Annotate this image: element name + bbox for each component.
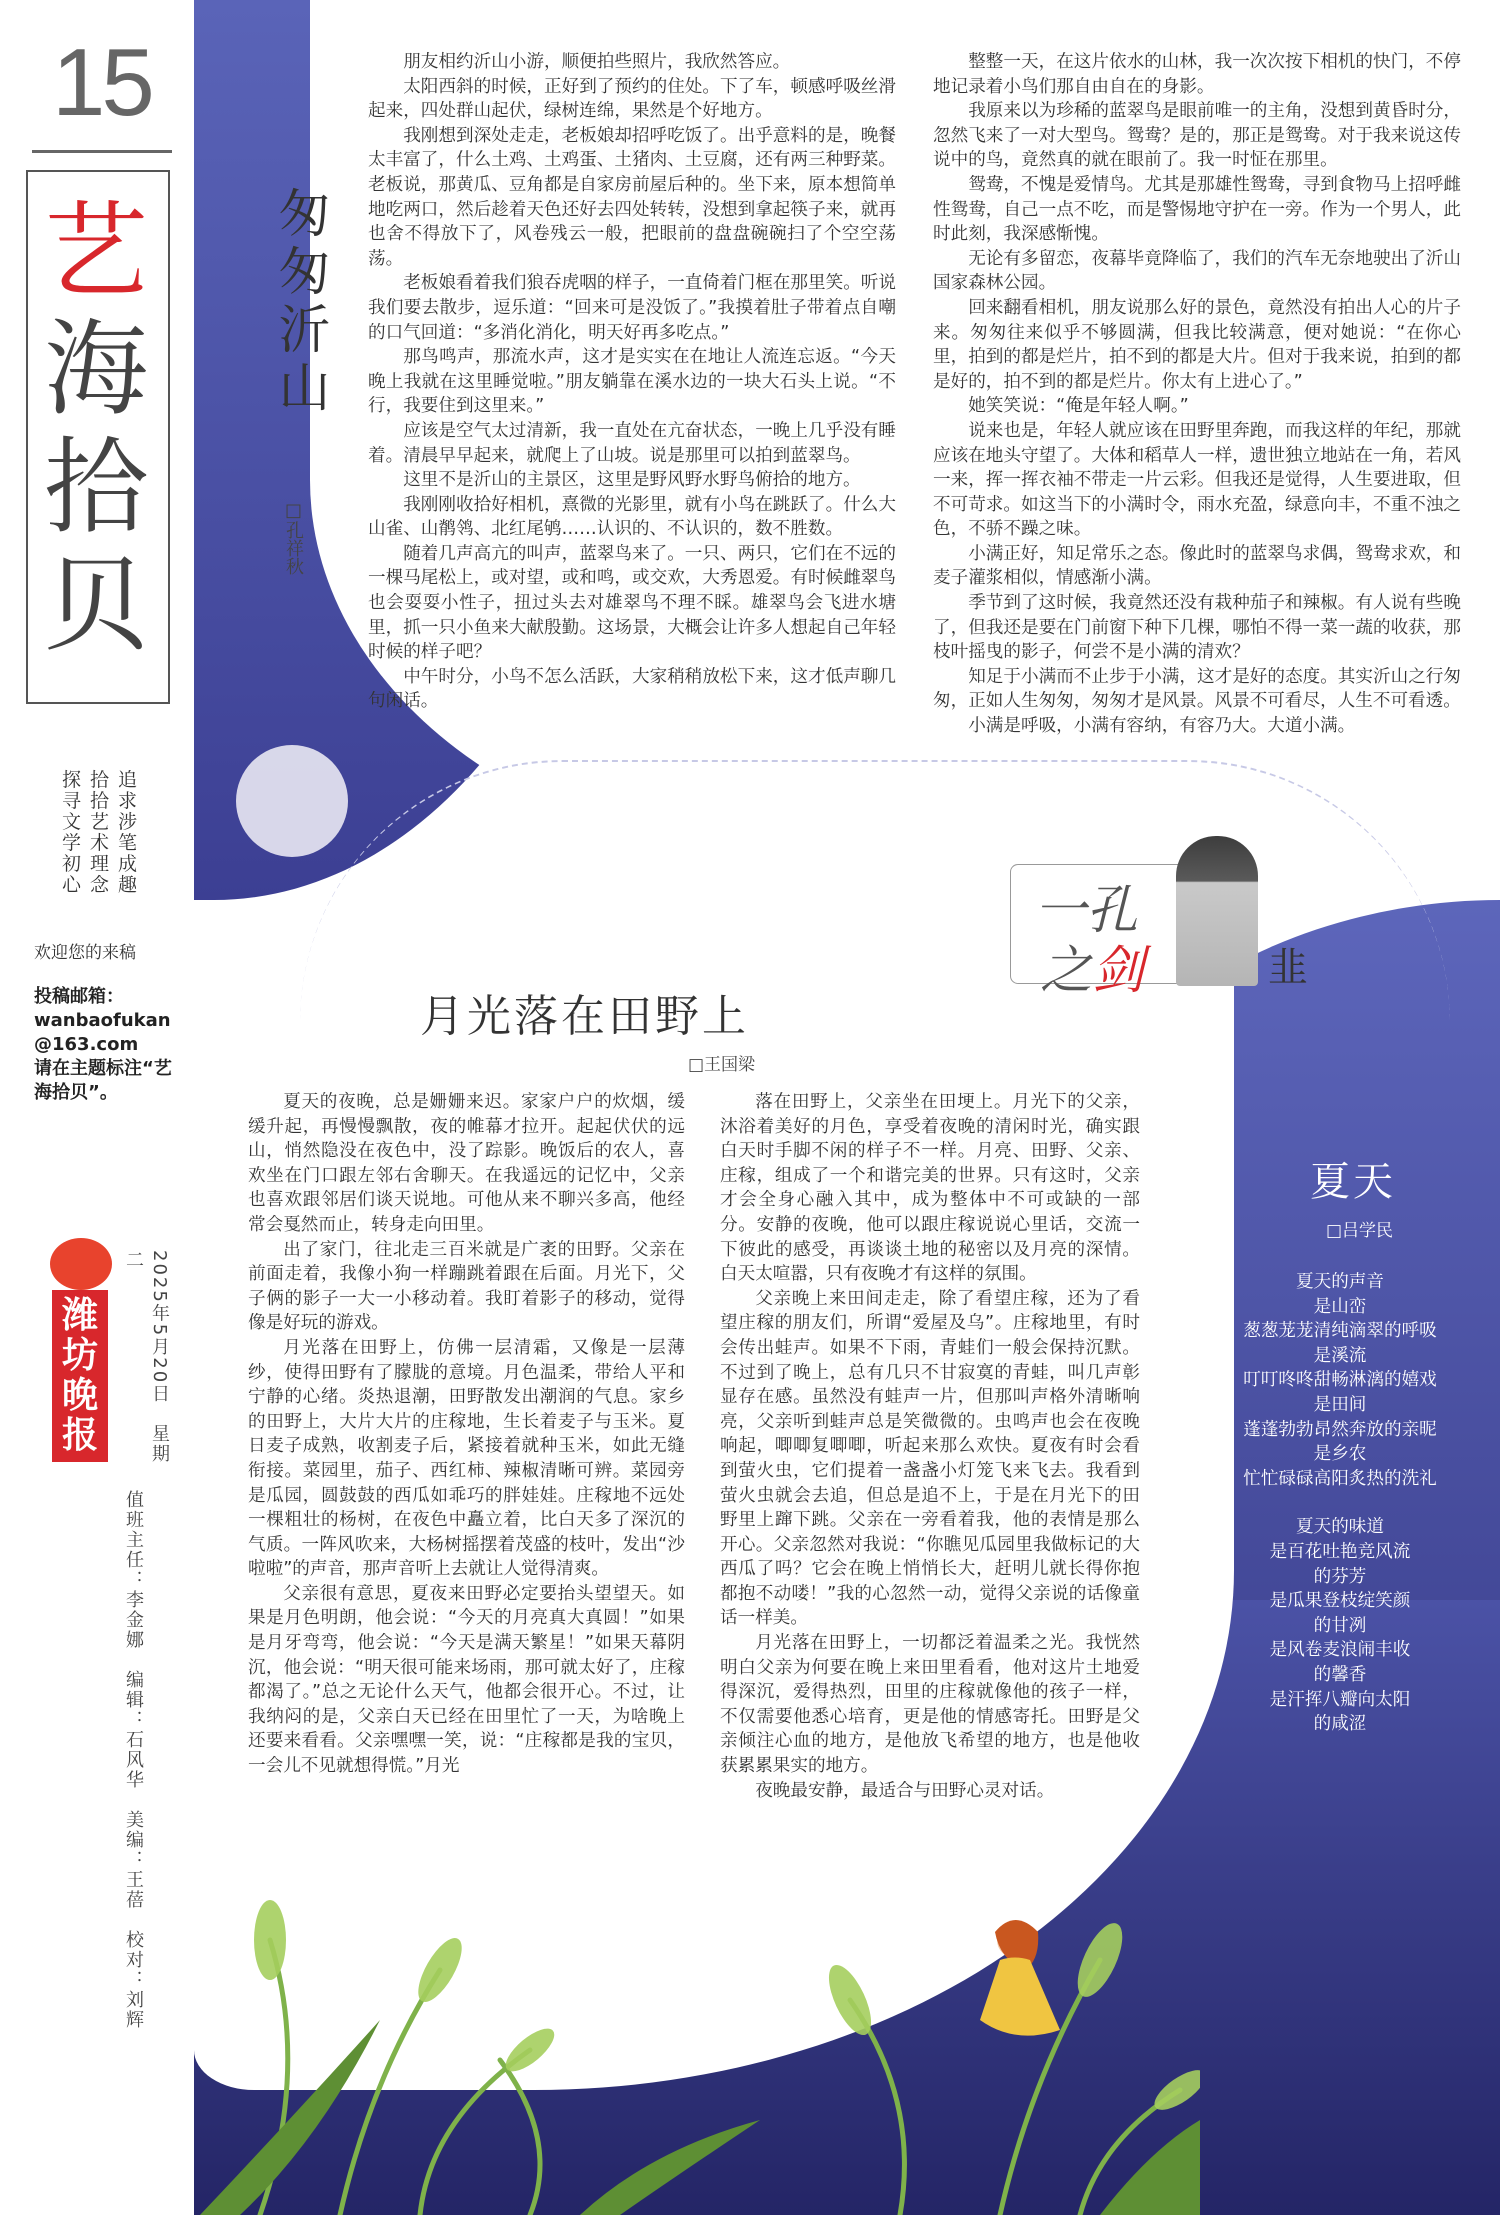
contact-info <box>34 985 184 1105</box>
slogan-line: 探寻文学初心 <box>62 769 82 896</box>
staff-credits: 值班主任：李金娜 编辑：石风华 美编：王蓓 校对：刘辉 <box>123 1490 144 2030</box>
paragraph: 朋友相约沂山小游，顺便拍些照片，我欣然答应。 <box>403 52 791 72</box>
poem-line: 夏天的声音 <box>1296 1272 1384 1292</box>
paragraph: 整整一天，在这片依水的山林，我一次次按下相机的快门，不停地记录着小鸟们那自由自在的身影。 <box>933 52 1461 97</box>
author-portrait <box>1176 836 1258 986</box>
poem-line: 是百花吐艳竞风流 <box>1269 1541 1411 1562</box>
article-body <box>368 50 896 714</box>
welcome-text: 欢迎您的来稿 <box>34 943 136 963</box>
column-badge-title: 之剑 <box>1040 941 1145 1001</box>
column-title-char: 艺 <box>43 190 148 312</box>
paragraph: 回来翻看相机，朋友说那么好的景色，竟然没有拍出人心的片子来。匆匆往来似乎不够圆满，但我比较满意，便对她说：“在你心里，拍到的都是烂片，拍不到的都是大片。但对于我来说，拍到的都是好的，拍不到的都是烂片。你太有上进心了。” <box>933 297 1461 392</box>
paragraph: 太阳西斜的时候，正好到了预约的住处。下了车，顿感呼吸丝滑起来，四处群山起伏，绿树连绵，果然是个好地方。 <box>368 76 896 122</box>
column-title-char: 贝 <box>43 544 148 666</box>
poem-line: 的馨香 <box>1313 1664 1367 1685</box>
column-title <box>36 192 156 664</box>
stanza-gap <box>1205 1491 1475 1515</box>
contact-label: 投稿邮箱： <box>34 986 124 1007</box>
poem-author: □吕学民 <box>1326 1221 1394 1241</box>
moon-icon <box>236 745 348 857</box>
poem-line: 是汗挥八瓣向太阳 <box>1269 1689 1411 1710</box>
paragraph: 小满正好，知足常乐之态。像此时的蓝翠鸟求偶，鸳鸯求欢，和麦子灌浆相似，情感渐小满。 <box>933 543 1461 589</box>
paragraph: 鸳鸯，不愧是爱情鸟。尤其是那雄性鸳鸯，寻到食物马上招呼雌性鸳鸯，自己一点不吃，而是警惕地守护在一旁。作为一个男人，此时此刻，我深感惭愧。 <box>933 174 1461 245</box>
paragraph: 她笑笑说：“俺是年轻人啊。” <box>968 396 1189 417</box>
poem-body <box>1205 1270 1475 1737</box>
poem-line: 是乡农 <box>1313 1444 1367 1465</box>
article-body <box>720 1090 1140 1803</box>
column-title-char: 海 <box>43 308 148 430</box>
author-signature: 韭 <box>1268 945 1308 991</box>
paper-logo-icon <box>50 1238 112 1290</box>
paragraph: 小满是呼吸，小满有容纳，有容乃大。大道小满。 <box>968 716 1356 737</box>
poem-line: 忙忙碌碌高阳炙热的洗礼 <box>1243 1468 1437 1489</box>
paragraph: 父亲很有意思，夏夜来田野必定要抬头望望天。如果是月色明朗，他会说：“今天的月亮真大真圆！”如果是月牙弯弯，他会说：“今天是满天繁星！”如果天幕阴沉，他会说：“明天很可能来场雨，那可就太好了，庄稼都渴了。”总之无论什么天气，他都会很开心。不过，让我纳闷的是，父亲白天已经在田里忙了一天，为啥晚上还要来看看。父亲嘿嘿一笑，说：“庄稼都是我的宝贝，一会儿不见就想得慌。”月光 <box>248 1583 685 1777</box>
contact-note: 请在主题标注“艺海拾贝”。 <box>34 1058 172 1103</box>
poem-line: 的咸涩 <box>1313 1714 1367 1735</box>
paragraph: 月光落在田野上，仿佛一层清霜，又像是一层薄纱，使得田野有了朦胧的意境。月色温柔，带给人平和宁静的心绪。炎热退潮，田野散发出潮润的气息。家乡的田野上，大片大片的庄稼地，生长着麦子与玉米。夏日麦子成熟，收割麦子后，紧接着就种玉米，如此无缝衔接。菜园里，茄子、西红柿、辣椒清晰可辨。菜园旁是瓜园，圆鼓鼓的西瓜如乖巧的胖娃娃。庄稼地不远处一棵粗壮的杨树，在夜色中矗立着，比白天多了深沉的气质。一阵风吹来，大杨树摇摆着茂盛的枝叶，发出“沙啦啦”的声音，那声音听上去就让人觉得清爽。 <box>248 1337 685 1580</box>
paragraph: 随着几声高亢的叫声，蓝翠鸟来了。一只、两只，它们在不远的一棵马尾松上，或对望，或和鸣，或交欢，大秀恩爱。有时候雌翠鸟也会耍耍小性子，扭过头去对雄翠鸟不理不睬。雄翠鸟会飞进水塘里，抓一只小鱼来大献殷勤。这场景，大概会让许多人想起自己年轻时候的样子吧？ <box>368 543 896 663</box>
article-body <box>248 1090 685 1779</box>
paragraph: 夜晚最安静，最适合与田野心灵对话。 <box>755 1780 1055 1801</box>
paragraph: 我刚刚收拾好相机，熹微的光影里，就有小鸟在跳跃了。什么大山雀、山鹡鸰、北红尾鸲……认识的、不认识的，数不胜数。 <box>368 494 896 540</box>
paper-name: 潍坊晚报 <box>52 1290 108 1462</box>
paragraph: 无论有多留恋，夜幕毕竟降临了，我们的汽车无奈地驶出了沂山国家森林公园。 <box>933 248 1461 294</box>
paragraph: 那鸟鸣声，那流水声，这才是实实在在地让人流连忘返。“今天晚上我就在这里睡觉啦。”朋友躺靠在溪水边的一块大石头上说。“不行，我要住到这里来。” <box>368 347 896 417</box>
column-badge-title: 一孔 <box>1034 881 1139 941</box>
paragraph: 夏天的夜晚，总是姗姗来迟。家家户户的炊烟，缓缓升起，再慢慢飘散，夜的帷幕才拉开。起起伏伏的远山，悄然隐没在夜色中，没了踪影。晚饭后的农人，喜欢坐在门口跟左邻右舍聊天。在我遥远的记忆中，父亲也喜欢跟邻居们谈天说地。可他从来不聊兴多高，他经常会戛然而止，转身走向田里。 <box>248 1092 685 1235</box>
paragraph: 知足于小满而不止步于小满，这才是好的态度。其实沂山之行匆匆，正如人生匆匆，匆匆才是风景。风景不可看尽，人生不可看透。 <box>933 666 1461 712</box>
article-body <box>933 50 1461 739</box>
slogan-line: 追求涉笔成趣 <box>118 769 138 896</box>
paragraph: 落在田野上，父亲坐在田埂上。月光下的父亲，沐浴着美好的月色，享受着夜晚的清闲时光，确实跟白天时手脚不闲的样子不一样。月亮、田野、父亲、庄稼，组成了一个和谐完美的世界。只有这时，父亲才会全身心融入其中，成为整体中不可或缺的一部分。安静的夜晚，他可以跟庄稼说说心里话，交流一下彼此的感受，再谈谈土地的秘密以及月亮的深情。白天太喧嚣，只有夜晚才有这样的氛围。 <box>720 1092 1140 1285</box>
paragraph: 我原来以为珍稀的蓝翠鸟是眼前唯一的主角，没想到黄昏时分，忽然飞来了一对大型鸟。鸳鸯？是的，那正是鸳鸯。对于我来说这传说中的鸟，竟然真的就在眼前了。我一时怔在那里。 <box>933 101 1461 171</box>
paragraph: 父亲晚上来田间走走，除了看望庄稼，还为了看望庄稼的朋友们，所谓“爱屋及乌”。庄稼地里，有时会传出蛙声。如果不下雨，青蛙们一般会保持沉默。不过到了晚上，总有几只不甘寂寞的青蛙，叫几声彰显存在感。虽然没有蛙声一片，但那叫声格外清晰响亮，父亲听到蛙声总是笑微微的。虫鸣声也会在夜晚响起，唧唧复唧唧，听起来那么欢快。夏夜有时会看到萤火虫，它们提着一盏盏小灯笼飞来飞去。我看到萤火虫就会去追，但总是追不上，于是在月光下的田野里上蹿下跳。父亲在一旁看着我，他的表情是那么开心。父亲忽然对我说：“你瞧见瓜园里我做标记的大西瓜了吗？它会在晚上悄悄长大，赶明儿就长得你抱都抱不动喽！”我的心忽然一动，觉得父亲说的话像童话一样美。 <box>720 1288 1140 1629</box>
girl-figure <box>980 1920 1060 2036</box>
paragraph: 说来也是，年轻人就应该在田野里奔跑，而我这样的年纪，那就应该在地头守望了。大体和稻草人一样，遗世独立地站在一角，若风一来，挥一挥衣袖不带走一片云彩。但我还是觉得，人生要进取，但不可苛求。如这当下的小满时令，雨水充盈，绿意向丰，不重不浊之色，不骄不躁之味。 <box>933 420 1461 540</box>
column-title-char: 拾 <box>43 426 148 548</box>
paragraph: 月光落在田野上，一切都泛着温柔之光。我恍然明白父亲为何要在晚上来田里看看，他对这片土地爱得深沉，爱得热烈，田里的庄稼就像他的孩子一样，不仅需要他悉心培育，更是他的情感寄托。田野是父亲倾注心血的地方，是他放飞希望的地方，也是他收获累累果实的地方。 <box>720 1633 1140 1777</box>
dashed-divider <box>1150 1180 1154 1780</box>
poem-line: 是风卷麦浪闹丰收 <box>1269 1640 1411 1661</box>
paragraph: 出了家门，往北走三百米就是广袤的田野。父亲在前面走着，我像小狗一样蹦跳着跟在后面。月光下，父子俩的影子一大一小移动着。我盯着影子的移动，觉得像是好玩的游戏。 <box>248 1239 685 1334</box>
poem-line: 是瓜果登枝绽笑颜 <box>1269 1591 1411 1612</box>
poem-line: 的芬芳 <box>1313 1566 1367 1587</box>
paragraph: 老板娘看着我们狼吞虎咽的样子，一直倚着门框在那里笑。听说我们要去散步，逗乐道：“回来可是没饭了。”我摸着肚子带着点自嘲的口气回道：“多消化消化，明天好再多吃点。” <box>368 273 896 343</box>
wheat-illustration <box>200 1820 1200 2215</box>
poem-line: 蓬蓬勃勃昂然奔放的亲昵 <box>1243 1419 1437 1440</box>
article-title: 月光落在田野上 <box>420 991 749 1042</box>
poem-line: 葱葱茏茏清纯滴翠的呼吸 <box>1243 1321 1437 1342</box>
paragraph: 中午时分，小鸟不怎么活跃，大家稍稍放松下来，这才低声聊几句闲话。 <box>368 666 896 712</box>
divider <box>32 150 172 153</box>
poem-line: 叮叮咚咚甜畅淋漓的嬉戏 <box>1243 1370 1437 1391</box>
poem-line: 是溪流 <box>1313 1345 1367 1366</box>
poem-line: 夏天的味道 <box>1296 1517 1384 1538</box>
article-author: □王国梁 <box>688 1055 756 1075</box>
poem-title: 夏天 <box>1310 1159 1396 1205</box>
article-author: □孔祥秋 <box>283 500 304 575</box>
paragraph: 我刚想到深处走走，老板娘却招呼吃饭了。出乎意料的是，晚餐太丰富了，什么土鸡、土鸡蛋、土猪肉、土豆腐，还有两三种野菜。老板说，那黄瓜、豆角都是自家房前屋后种的。坐下来，原本想简单地吃两口，然后趁着天色还好去四处转转，没想到拿起筷子来，就再也舍不得放下了，风卷残云一般，把眼前的盘盘碗碗扫了个空空荡荡。 <box>368 125 896 269</box>
paragraph: 应该是空气太过清新，我一直处在亢奋状态，一晚上几乎没有睡着。清晨早早起来，就爬上了山坡。说是那里可以拍到蓝翠鸟。 <box>368 420 896 466</box>
article-title: 匆匆沂山 <box>269 186 329 418</box>
paragraph: 这里不是沂山的主景区，这里是野风野水野鸟俯拾的地方。 <box>403 470 861 491</box>
poem-line: 的甘冽 <box>1313 1615 1367 1636</box>
poem-line: 是山峦 <box>1313 1296 1367 1317</box>
page-number: 15 <box>52 29 151 136</box>
poem-line: 是田间 <box>1313 1394 1367 1415</box>
slogan-line: 拾拾艺术理念 <box>90 769 110 896</box>
issue-date: 2025年5月20日 星期二 <box>123 1250 170 1465</box>
paragraph: 季节到了这时候，我竟然还没有栽种茄子和辣椒。有人说有些晚了，但我还是要在门前窗下种下几棵，哪怕不得一菜一蔬的收获，那枝叶摇曳的影子，何尝不是小满的清欢？ <box>933 593 1461 663</box>
contact-email[interactable]: wanbaofukan@163.com <box>34 1010 171 1055</box>
